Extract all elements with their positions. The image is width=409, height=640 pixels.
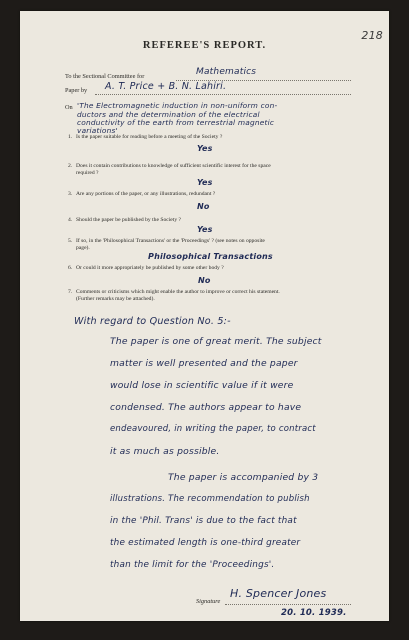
question-4-number: 4.	[68, 217, 73, 223]
paper-by-value: A. T. Price + B. N. Lahiri.	[105, 81, 227, 92]
paper-title-line-1: 'The Electromagnetic induction in non-uniform con-	[77, 101, 278, 110]
remarks-heading: With regard to Question No. 5:-	[74, 316, 231, 327]
question-3-number: 3.	[68, 191, 73, 197]
paper-title-line-4: variations'	[77, 126, 118, 135]
remarks-line-8: illustrations. The recommendation to publish	[110, 494, 310, 504]
remarks-line-6: it as much as possible.	[110, 446, 220, 457]
committee-value: Mathematics	[196, 67, 257, 77]
paper-by-label: Paper by	[65, 87, 88, 94]
folio-number: 218	[361, 29, 383, 42]
question-5-text: If so, in the 'Philosophical Transactions' or the 'Proceedings' ? (see notes on opposite	[76, 238, 265, 244]
question-7-number: 7.	[68, 289, 73, 295]
report-title: REFEREE'S REPORT.	[142, 40, 267, 51]
question-1-answer: Yes	[197, 144, 213, 153]
paper-title-line-3: conductivity of the earth from terrestrial magnetic	[77, 118, 275, 127]
question-2-answer: Yes	[197, 178, 213, 187]
remarks-line-4: condensed. The authors appear to have	[110, 402, 302, 413]
report-sheet	[20, 11, 389, 621]
question-5-text-cont: page).	[76, 245, 90, 251]
question-5-number: 5.	[68, 238, 73, 244]
question-4-text: Should the paper be published by the Society ?	[76, 217, 182, 223]
question-6-answer: No	[198, 276, 211, 285]
remarks-line-5: endeavoured, in writing the paper, to contract	[110, 424, 316, 434]
question-6-text: Or could it more appropriately be published by some other body ?	[76, 265, 224, 271]
question-5-answer: Philosophical Transactions	[148, 252, 273, 261]
remarks-line-11: than the limit for the 'Proceedings'.	[110, 560, 275, 570]
remarks-line-2: matter is well presented and the paper	[110, 358, 298, 369]
question-7-text: Comments or criticisms which might enable the author to improve or correct his statement.	[76, 289, 280, 295]
committee-label: To the Sectional Committee for	[65, 73, 145, 80]
remarks-line-10: the estimated length is one-third greater	[110, 538, 301, 548]
question-4-answer: Yes	[197, 225, 213, 234]
remarks-line-9: in the 'Phil. Trans' is due to the fact that	[110, 516, 297, 526]
signature-date: 20. 10. 1939.	[281, 608, 347, 618]
signature-name: H. Spencer Jones	[230, 587, 327, 600]
question-1-text: Is the paper suitable for reading before a meeting of the Society ?	[76, 134, 223, 140]
question-2-text-cont: required ?	[76, 170, 99, 176]
question-2-number: 2.	[68, 163, 73, 169]
remarks-line-1: The paper is one of great merit. The subject	[110, 336, 322, 347]
question-2-text: Does it contain contributions to knowledge of sufficient scientific interest for the space	[76, 163, 271, 169]
on-label: On	[65, 104, 73, 111]
remarks-line-3: would lose in scientific value if it were	[110, 380, 294, 391]
question-3-answer: No	[197, 202, 210, 211]
signature-label: Signature	[196, 598, 221, 605]
question-7-text-cont: (Further remarks may be attached).	[76, 296, 155, 302]
paper-title-line-2: ductors and the determination of the electrical	[77, 110, 260, 119]
remarks-line-7: The paper is accompanied by 3	[168, 472, 319, 483]
question-1-number: 1.	[68, 134, 73, 140]
question-6-number: 6.	[68, 265, 73, 271]
question-3-text: Are any portions of the paper, or any illustrations, redundant ?	[76, 191, 216, 197]
